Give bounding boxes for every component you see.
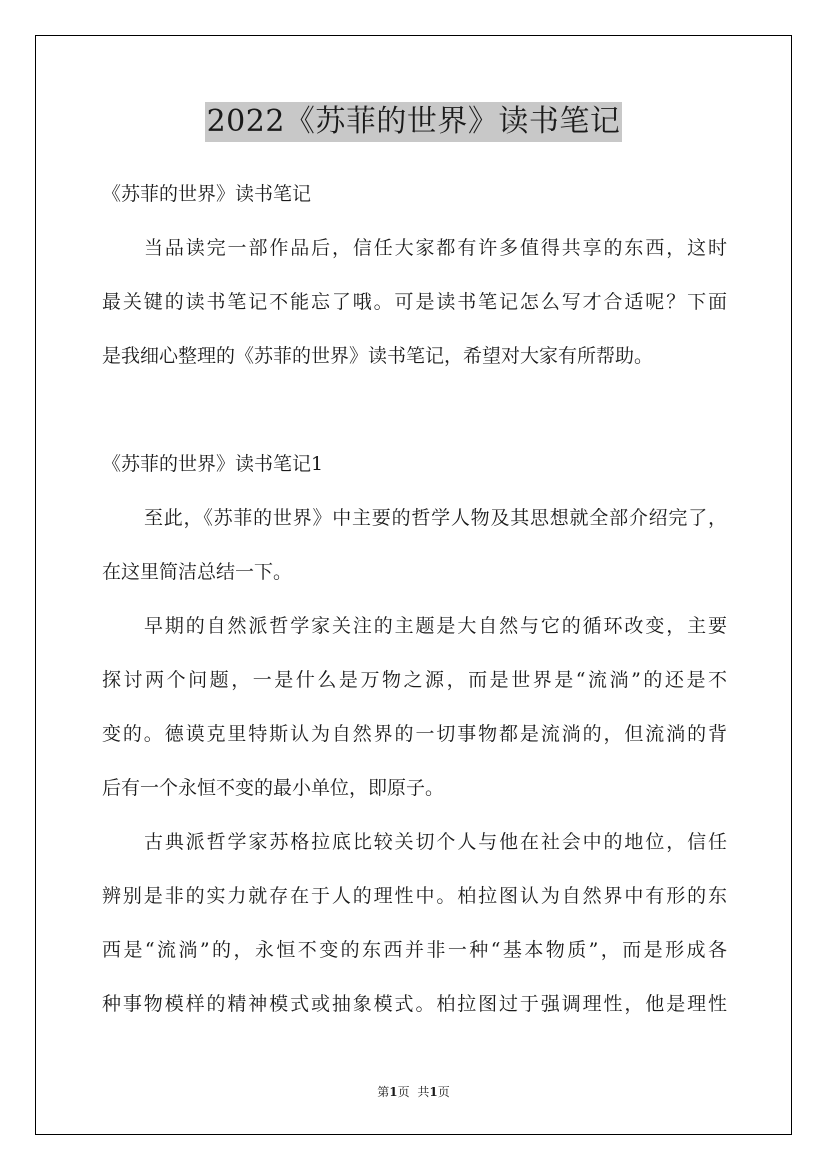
footer-prefix: 第 [377,1085,390,1099]
para3-line-2: 辨别是非的实力就存在于人的理性中。柏拉图认为自然界中有形的东 [102,885,727,907]
para2-line-3: 变的。德谟克里特斯认为自然界的一切事物都是流淌的，但流淌的背 [102,723,727,745]
para3-line-1: 古典派哲学家苏格拉底比较关切个人与他在社会中的地位，信任 [144,831,727,853]
para3-line-4: 种事物模样的精神模式或抽象模式。柏拉图过于强调理性，他是理性 [102,993,727,1015]
para2-line-1: 早期的自然派哲学家关注的主题是大自然与它的循环改变，主要 [144,615,727,637]
para1-line-2: 在这里简洁总结一下。 [102,561,293,583]
footer-page-number: 1 [389,1085,398,1099]
intro-line-3: 是我细心整理的《苏菲的世界》读书笔记，希望对大家有所帮助。 [102,345,654,367]
footer-page-unit: 页 [397,1085,410,1099]
intro-line-2: 最关键的读书笔记不能忘了哦。可是读书笔记怎么写才合适呢？下面 [102,291,727,313]
footer-total-number: 1 [429,1085,438,1099]
title-container [0,102,827,142]
subtitle: 《苏菲的世界》读书笔记 [102,183,312,205]
footer-total-prefix: 共 [417,1085,430,1099]
intro-line-1: 当品读完一部作品后，信任大家都有许多值得共享的东西，这时 [144,237,727,259]
para2-line-4: 后有一个永恒不变的最小单位，即原子。 [102,777,445,799]
document-title: 2022《苏菲的世界》读书笔记 [205,102,623,142]
page-footer [0,1084,827,1100]
footer-total-unit: 页 [437,1085,450,1099]
para1-line-1: 至此，《苏菲的世界》中主要的哲学人物及其思想就全部介绍完了， [144,507,727,529]
para2-line-2: 探讨两个问题，一是什么是万物之源，而是世界是“流淌”的还是不 [102,669,727,691]
para3-line-3: 西是“流淌”的，永恒不变的东西并非一种“基本物质”，而是形成各 [102,939,727,961]
section-heading: 《苏菲的世界》读书笔记1 [102,453,324,475]
